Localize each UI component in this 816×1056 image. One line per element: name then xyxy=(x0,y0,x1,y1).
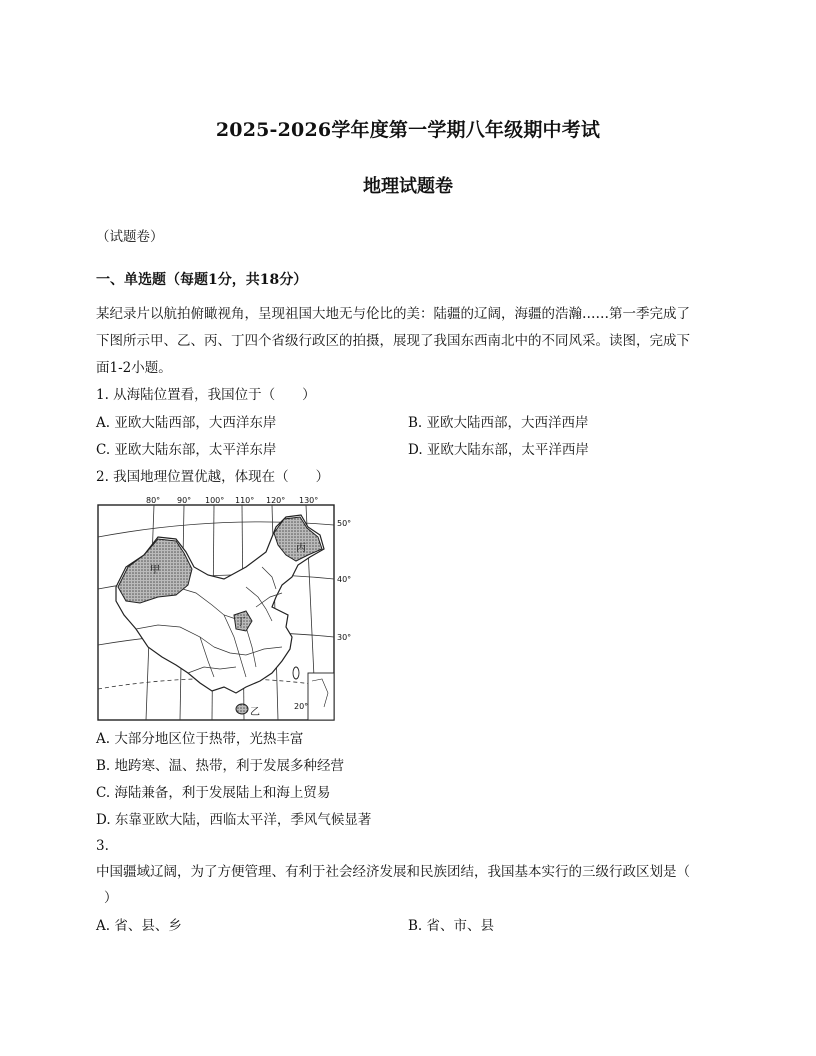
intro-line-3: 面1-2小题。 xyxy=(96,360,172,376)
paper-note: （试题卷） xyxy=(96,229,164,245)
q1-option-a: A. 亚欧大陆西部，大西洋东岸 xyxy=(96,415,277,431)
q2-option-d: D. 东靠亚欧大陆，西临太平洋，季风气候显著 xyxy=(96,812,372,828)
q1-stem: 1. 从海陆位置看，我国位于（ ） xyxy=(96,387,316,403)
lon-label-80: 80° xyxy=(146,497,161,505)
lat-label-20: 20° xyxy=(294,702,309,711)
taiwan-outline xyxy=(293,667,299,679)
lat-label-40: 40° xyxy=(337,575,352,584)
region-label-jia: 甲 xyxy=(150,565,160,576)
region-label-bing: 丙 xyxy=(296,543,306,554)
lat-label-50: 50° xyxy=(337,519,352,528)
q1-option-d: D. 亚欧大陆东部，太平洋西岸 xyxy=(408,442,589,458)
region-label-ding: 丁 xyxy=(236,617,246,628)
region-label-yi: 乙 xyxy=(250,707,260,718)
south-sea-inset xyxy=(308,673,334,720)
lon-label-130: 130° xyxy=(299,497,319,505)
lon-label-110: 110° xyxy=(235,497,255,505)
lat-label-30: 30° xyxy=(337,633,352,642)
q2-stem: 2. 我国地理位置优越，体现在（ ） xyxy=(96,469,330,485)
lon-label-120: 120° xyxy=(266,497,286,505)
china-map-figure xyxy=(96,497,356,722)
q3-option-b: B. 省、市、县 xyxy=(408,918,495,934)
exam-subtitle: 地理试题卷 xyxy=(363,176,453,197)
intro-line-1: 某纪录片以航拍俯瞰视角，呈现祖国大地无与伦比的美：陆疆的辽阔，海疆的浩瀚……第一季完成了 xyxy=(96,306,690,322)
intro-line-2: 下图所示甲、乙、丙、丁四个省级行政区的拍摄，展现了我国东西南北中的不同风采。读图，完成下 xyxy=(96,333,690,349)
q3-stem-line-2: ） xyxy=(104,890,118,906)
section-heading: 一、单选题（每题1分，共18分） xyxy=(96,272,308,288)
q1-option-b: B. 亚欧大陆西部，大西洋西岸 xyxy=(408,415,589,431)
lon-label-90: 90° xyxy=(177,497,192,505)
q1-option-c: C. 亚欧大陆东部，太平洋东岸 xyxy=(96,442,277,458)
q2-option-a: A. 大部分地区位于热带，光热丰富 xyxy=(96,731,304,747)
lon-label-100: 100° xyxy=(205,497,225,505)
q2-option-b: B. 地跨寒、温、热带，利于发展多种经营 xyxy=(96,758,345,774)
q3-number: 3. xyxy=(96,838,109,854)
region-yi xyxy=(236,704,248,714)
exam-title: 2025-2026学年度第一学期八年级期中考试 xyxy=(215,119,601,141)
q3-stem-line-1: 中国疆域辽阔，为了方便管理、有利于社会经济发展和民族团结，我国基本实行的三级行政区划是（ xyxy=(96,864,690,880)
q3-option-a: A. 省、县、乡 xyxy=(96,918,182,934)
q2-option-c: C. 海陆兼备，利于发展陆上和海上贸易 xyxy=(96,785,331,801)
